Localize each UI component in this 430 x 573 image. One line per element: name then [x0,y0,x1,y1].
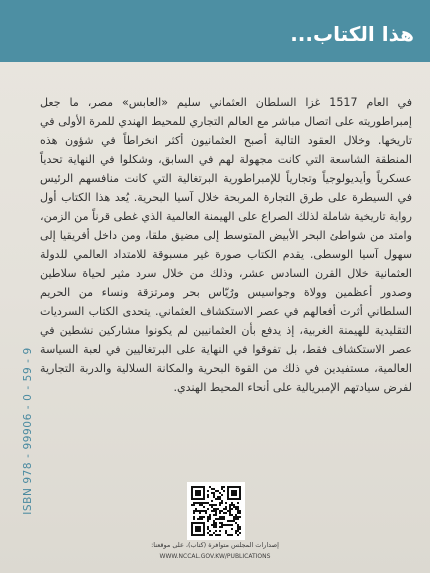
isbn-block [14,316,42,546]
header-band [0,0,430,62]
publisher-note: إصدارات المجلس متوافرة (كتاب)، على موقعنا: [151,541,279,549]
book-blurb: في العام 1517 غزا السلطان العثماني سليم «العابس» مصر، ما جعل إمبراطوريته على اتصال مباشر مع العالم التجاري للمحيط الهندي للمرة الأولى في تاريخها. وخلال العقود التالية أصبح العثمانيون أكثر انخراطاً في شؤون هذه المنطقة الشاسعة التي كانت مجهولة لهم في السابق، وشكلوا في النهاية تحدياً عسكرياً وأيديولوجياً وتجارياً للإمبراطورية البرتغالية التي كانت منافسهم الرئيس في السيطرة على طرق التجارة المربحة خلال آسيا البحرية. يُعد هذا الكتاب أول رواية تاريخية شاملة لذلك الصراع على الهيمنة العالمية الذي غطى قرناً من الزمن، وامتد من شواطئ البحر الأبيض المتوسط إلى مضيق ملقا، ومن داخل أفريقيا إلى سهول آسيا الوسطى. يقدم الكتاب صورة غير مسبوقة للامتداد العالمي للدولة العثمانية خلال القرن السادس عشر، وذلك من خلال سرد مثير لحياة سلاطين وصدور أعظمين وولاة وجواسيس ورُيّاس بحر ومرتزقة ونساء من الحريم السلطاني أثرت أفعالهم في عصر الاستكشاف العثماني. يتحدى الكتاب السرديات التقليدية للهيمنة الغربية، إذ يدفع بأن العثمانيين لم يكونوا مشاركين نشطين في عصر الاستكشاف فقط، بل تفوقوا في النهاية على البرتغاليين في لعبة السياسة العالمية، مستفيدين في ذلك من القوة البحرية والمكانة السلالية والدربة التجارية لفرض سيادتهم الإمبريالية على أنحاء المحيط الهندي. [40,96,413,394]
qr-code-icon [187,482,245,540]
publisher-url: WWW.NCCAL.GOV.KW/PUBLICATIONS [159,553,271,560]
section-title: هذا الكتاب... [290,22,414,46]
isbn-number: ISBN 978 - 99906 - 0 - 59 - 9 [22,347,34,515]
